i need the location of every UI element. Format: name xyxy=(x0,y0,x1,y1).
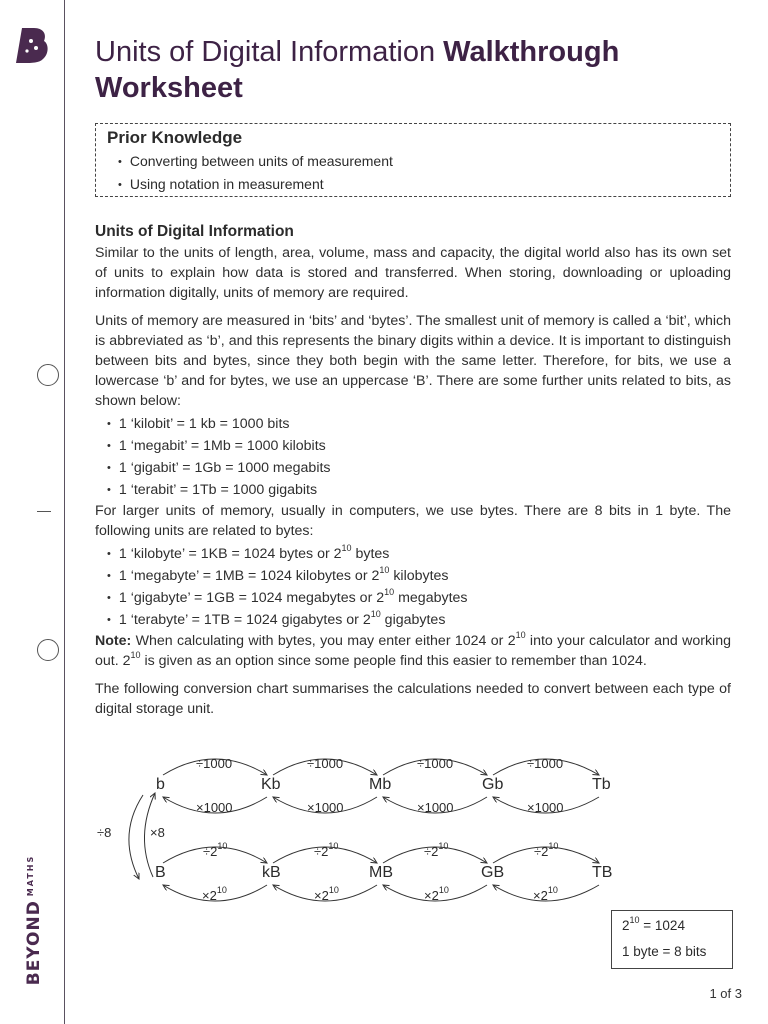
op-mul-1000: ×1000 xyxy=(307,800,344,815)
list-item: • 1 ‘terabyte’ = 1TB = 1024 gigabytes or $2^{10}$ gigabytes xyxy=(107,609,731,631)
main-content xyxy=(95,221,731,727)
op-div-pow: $\div 2^{10}$ xyxy=(424,841,449,859)
brand-vertical xyxy=(14,854,54,1000)
op-div-1000: ÷1000 xyxy=(417,756,454,771)
op-mul-1000: ×1000 xyxy=(417,800,454,815)
prior-item: • Converting between units of measurement xyxy=(118,150,730,173)
list-item: • 1 ‘gigabyte’ = 1GB = 1024 megabytes or $2^{10}$ megabytes xyxy=(107,587,731,609)
title-light: Units of Digital Information xyxy=(95,36,436,68)
list-item: • 1 ‘kilobit’ = 1 kb = 1000 bits xyxy=(107,413,731,435)
unit-B: B xyxy=(155,864,166,881)
page-title xyxy=(95,34,735,106)
op-div-pow: $\div 2^{10}$ xyxy=(203,841,228,859)
paragraph-4: The following conversion chart summarises the calculations needed to convert between each type of digital storage unit. xyxy=(95,681,731,717)
section-heading: Units of Digital Information xyxy=(95,223,294,240)
paragraph-2: Units of memory are measured in ‘bits’ and ‘bytes’. The smallest unit of memory is called a ‘bit’, which is abbreviated as ‘b’, and this represents the binary digits within a device. It is important to distinguish between bits and bytes, since they both begin with the same letter. Therefore, for bits, we use a lowercase ‘b’ and for bytes, we use an uppercase ‘B’. There are some further units related to bits, as shown below: xyxy=(95,313,731,409)
title-bold-2: Worksheet xyxy=(95,72,243,104)
unit-b: b xyxy=(156,776,165,793)
fact-line-1: $2^{10} = 1024$ xyxy=(622,915,685,933)
fold-mark xyxy=(37,511,51,512)
punch-hole-bottom xyxy=(37,639,59,661)
punch-hole-top xyxy=(37,364,59,386)
list-item: • 1 ‘terabit’ = 1Tb = 1000 gigabits xyxy=(107,479,731,501)
op-mul-1000: ×1000 xyxy=(527,800,564,815)
op-div-8: ÷8 xyxy=(97,825,112,840)
op-mul-8: ×8 xyxy=(150,825,165,840)
unit-kB: kB xyxy=(262,864,281,881)
unit-tb: Tb xyxy=(592,776,611,793)
brand-name: BEYOND xyxy=(24,900,44,986)
prior-item: • Using notation in measurement xyxy=(118,173,730,196)
brand-sub: MATHS xyxy=(26,854,35,897)
op-div-1000: ÷1000 xyxy=(196,756,233,771)
unit-kb: Kb xyxy=(261,776,281,793)
beyond-logo-icon xyxy=(16,26,50,69)
op-div-pow: $\div 2^{10}$ xyxy=(314,841,339,859)
paragraph-3: For larger units of memory, usually in computers, we use bytes. There are 8 bits in 1 byte. The following units are related to bytes: xyxy=(95,503,731,539)
op-div-pow: $\div 2^{10}$ xyxy=(534,841,559,859)
prior-knowledge-box xyxy=(95,123,731,197)
prior-heading: Prior Knowledge xyxy=(107,128,243,147)
bit-units-list xyxy=(95,413,731,501)
margin-line xyxy=(64,0,65,1024)
title-bold-1: Walkthrough xyxy=(443,36,620,68)
op-div-1000: ÷1000 xyxy=(527,756,564,771)
unit-mb: Mb xyxy=(369,776,392,793)
op-mul-pow: $\times 2^{10}$ xyxy=(424,885,449,903)
list-item: • 1 ‘kilobyte’ = 1KB = 1024 bytes or $2^{10}$ bytes xyxy=(107,543,731,565)
op-mul-pow: $\times 2^{10}$ xyxy=(202,885,227,903)
op-mul-pow: $\times 2^{10}$ xyxy=(533,885,558,903)
fact-line-2: 1 byte = 8 bits xyxy=(622,944,707,959)
conversion-arrows xyxy=(95,745,735,915)
note-paragraph: Note: When calculating with bytes, you may enter either 1024 or $2^{10}$ into your calculator and working out. $2^{10}$ is given as an option since some people find this easier to remember than 1024. xyxy=(95,630,731,669)
list-item: • 1 ‘gigabit’ = 1Gb = 1000 megabits xyxy=(107,457,731,479)
conversion-chart xyxy=(95,745,735,915)
list-item: • 1 ‘megabit’ = 1Mb = 1000 kilobits xyxy=(107,435,731,457)
byte-units-list xyxy=(95,543,731,631)
page-number: 1 of 3 xyxy=(709,986,742,1001)
list-item: • 1 ‘megabyte’ = 1MB = 1024 kilobytes or $2^{10}$ kilobytes xyxy=(107,565,731,587)
fact-box xyxy=(611,910,733,969)
op-mul-pow: $\times 2^{10}$ xyxy=(314,885,339,903)
unit-MB: MB xyxy=(369,864,393,881)
op-div-1000: ÷1000 xyxy=(307,756,344,771)
paragraph-1: Similar to the units of length, area, volume, mass and capacity, the digital world also has its own set of units to explain how data is stored and transferred. When storing, downloading or uploading information digitally, units of memory are required. xyxy=(95,245,731,301)
unit-GB: GB xyxy=(481,864,505,881)
unit-gb: Gb xyxy=(482,776,504,793)
unit-TB: TB xyxy=(592,864,613,881)
op-mul-1000: ×1000 xyxy=(196,800,233,815)
